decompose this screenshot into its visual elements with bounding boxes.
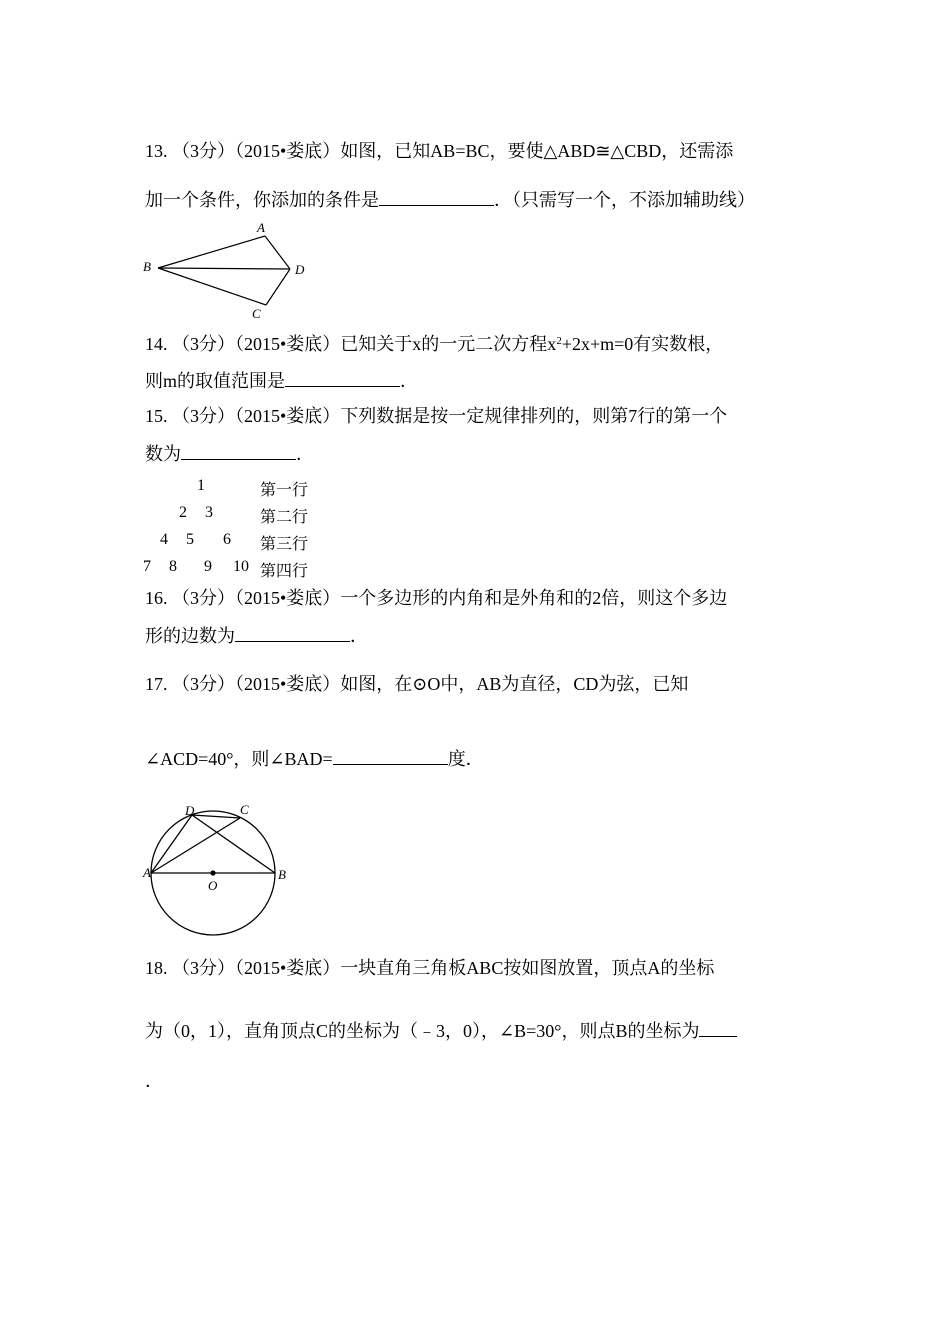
- q13-line1: [145, 140, 733, 162]
- q18-line2: [145, 1020, 737, 1042]
- q17-number: 17.: [145, 674, 168, 694]
- q14-text: 已知关于x的一元二次方程x: [340, 334, 557, 354]
- q15-source: （2015•娄底）: [235, 406, 341, 426]
- q14-text-end: ．: [400, 371, 419, 391]
- q16-answer-blank[interactable]: [235, 625, 350, 642]
- q13-answer-blank[interactable]: [379, 189, 494, 206]
- q17-label-a: A: [143, 865, 151, 880]
- q15-cell: 9: [204, 558, 212, 575]
- q13-line2: [145, 189, 755, 211]
- q13-score: （3分）: [172, 141, 235, 161]
- q17-text-line2: ∠ACD=40°，则∠BAD=: [145, 749, 333, 769]
- q15-row-label: 第二行: [260, 509, 309, 526]
- q13-kite-figure: [140, 218, 315, 324]
- q17-label-d: D: [185, 803, 195, 818]
- q17-answer-blank[interactable]: [333, 748, 448, 765]
- q13-text-continued: 加一个条件，你添加的条件是: [145, 190, 379, 210]
- q15-number-table: [140, 475, 340, 585]
- q17-line2: [145, 748, 484, 770]
- q15-row-label: 第一行: [260, 482, 309, 499]
- q17-chord-dc: [192, 815, 240, 818]
- q15-line2: [145, 443, 314, 465]
- q15-cell: 1: [197, 477, 205, 494]
- q15-cell: 10: [233, 558, 249, 575]
- q13-segment-ad: [265, 236, 290, 269]
- q15-line1: [145, 405, 727, 427]
- q13-segment-bc: [158, 268, 266, 305]
- q15-text: 下列数据是按一定规律排列的，则第7行的第一个: [340, 406, 728, 426]
- q15-text-line2: 数为: [145, 444, 181, 464]
- q16-text-end: ．: [350, 626, 368, 646]
- q14-text-cont: +2x+m=0有实数根，: [561, 334, 724, 354]
- q13-label-a: A: [257, 220, 265, 235]
- q17-circle-figure: [140, 798, 295, 938]
- q14-answer-blank[interactable]: [285, 370, 400, 387]
- q16-line1: [145, 587, 727, 609]
- q14-number: 14.: [145, 334, 168, 354]
- q17-center-dot: [210, 870, 215, 875]
- q17-score: （3分）: [172, 674, 235, 694]
- q15-cell: 8: [169, 558, 177, 575]
- q15-number: 15.: [145, 406, 168, 426]
- q15-score: （3分）: [172, 406, 235, 426]
- q15-text-end: ．: [296, 444, 314, 464]
- q16-text: 一个多边形的内角和是外角和的2倍，则这个多边: [340, 588, 728, 608]
- q18-text-line2: 为（0，1），直角顶点C的坐标为（﹣3，0），∠B=30°，则点B的坐标为: [145, 1021, 700, 1041]
- q14-score: （3分）: [172, 334, 235, 354]
- q16-score: （3分）: [172, 588, 235, 608]
- q17-label-o: O: [208, 878, 218, 893]
- q15-row-label: 第四行: [260, 563, 309, 580]
- q17-label-b: B: [278, 867, 286, 882]
- q13-label-d: D: [295, 262, 305, 277]
- q17-line1: [145, 673, 688, 695]
- q13-text-end: ．（只需写一个，不添加辅助线）: [494, 190, 755, 210]
- q15-cell: 3: [205, 504, 213, 521]
- q13-segment-ba: [158, 236, 265, 268]
- q15-cell: 6: [223, 531, 231, 548]
- q18-answer-blank[interactable]: [699, 1020, 737, 1037]
- q13-label-c: C: [252, 306, 261, 321]
- q13-segment-cd: [266, 269, 290, 305]
- q13-source: （2015•娄底）: [235, 141, 341, 161]
- q18-source: （2015•娄底）: [235, 958, 341, 978]
- q16-number: 16.: [145, 588, 168, 608]
- q17-chord-ad: [151, 815, 192, 873]
- q18-line3: [145, 1070, 163, 1092]
- q18-line1: [145, 957, 714, 979]
- q13-text: 如图，已知AB=BC，要使△ABD≅△CBD，还需添: [340, 141, 734, 161]
- q13-segment-bd: [158, 268, 290, 269]
- q15-answer-blank[interactable]: [181, 443, 296, 460]
- q14-line2: [145, 370, 418, 392]
- q15-cell: 7: [143, 558, 151, 575]
- q16-source: （2015•娄底）: [235, 588, 341, 608]
- q14-text-line2: 则m的取值范围是: [145, 371, 286, 391]
- q16-text-line2: 形的边数为: [145, 626, 235, 646]
- q13-number: 13.: [145, 141, 168, 161]
- q18-score: （3分）: [172, 958, 235, 978]
- q14-line1: [145, 333, 723, 355]
- q15-cell: 4: [160, 531, 168, 548]
- q14-source: （2015•娄底）: [235, 334, 341, 354]
- q14-exponent: 2: [556, 335, 562, 347]
- q18-number: 18.: [145, 958, 168, 978]
- q18-text: 一块直角三角板ABC按如图放置，顶点A的坐标: [340, 958, 715, 978]
- q17-text-end: 度．: [447, 749, 484, 769]
- q17-text: 如图，在⊙O中，AB为直径，CD为弦，已知: [340, 674, 689, 694]
- q18-text-end: ．: [145, 1071, 163, 1091]
- q15-cell: 5: [186, 531, 194, 548]
- q17-chord-ac: [151, 818, 240, 873]
- q15-cell: 2: [179, 504, 187, 521]
- q17-chord-db: [192, 815, 275, 873]
- q15-row-label: 第三行: [260, 536, 309, 553]
- q13-label-b: B: [143, 259, 151, 274]
- q17-label-c: C: [240, 802, 249, 817]
- q17-source: （2015•娄底）: [235, 674, 341, 694]
- q16-line2: [145, 625, 368, 647]
